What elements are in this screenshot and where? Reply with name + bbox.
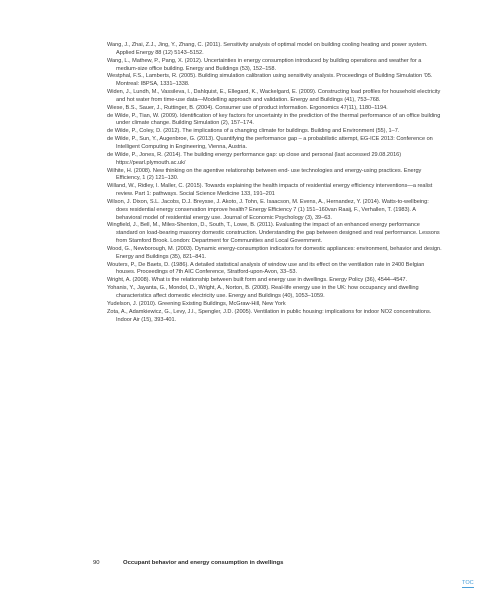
reference-item: de Wilde, P., Tian, W. (2009). Identification of key factors for uncertainty in the prediction of the thermal performance of an office building under climate change. Building Simulation (2), 157–174.	[107, 112, 441, 127]
reference-item: Wingfield, J., Bell, M., Miles-Shenton, D., South, T., Lowe, B. (2011). Evaluating the impact of an enhanced energy performance standard on load-bearing masonry domestic construction. Understanding the gap between designed and real performance. Lessons from Stamford Brook. London: Department for Communities and Local Government.	[107, 222, 440, 245]
toc-link[interactable]: TOC	[462, 580, 474, 586]
reference-list	[107, 42, 442, 324]
reference-item: Wood, G., Newborough, M. (2003). Dynamic energy-consumption indicators for domestic appliances: environment, behavior and design. Energy and Buildings (35), 821–841.	[107, 245, 442, 260]
reference-item: Wright, A. (2008). What is the relationship between built form and energy use in dwellings. Energy Policy (36), 4544–4547.	[107, 277, 407, 284]
reference-item: Wiese, B.S., Sauer, J., Ruttinger, B. (2004). Consumer use of product information. Ergonomics 47(11), 1180–1194.	[107, 104, 388, 111]
page-number: 90	[93, 560, 100, 566]
reference-item: Wang, L., Mathew, P., Pang, X. (2012). Uncertainties in energy consumption introduced by building operations and weather for a medium-size office building. Energy and Buildings (53), 152–158.	[107, 57, 422, 72]
running-title: Occupant behavior and energy consumption in dwellings	[123, 560, 284, 566]
reference-item: de Wilde, P., Coley, D. (2012). The implications of a changing climate for buildings. Building and Environment (55), 1–7.	[107, 128, 400, 135]
reference-item: Westphal, F.S., Lamberts, R. (2005). Building simulation calibration using sensitivity analysis. Proceedings of Building Simulation '05. Montreal: IBPSA, 1331–1338.	[107, 73, 433, 88]
reference-item: Zota, A., Adamkiewicz, G., Levy, J.I., Spengler, J.D. (2005). Ventilation in public housing: implications for indoor NO2 concentrations. Indoor Air (15), 393-401.	[107, 308, 432, 323]
reference-item: Widen, J., Lundh, M., Vassileva, I., Dahlquist, E., Ellegard, K., Wackelgard, E. (2009). Constructing load profiles for household electricity and hot water from time-use data—Modelling approach and validation. Energy and Buildings (41), 753–768.	[107, 89, 441, 103]
reference-item: Wouters, P., De Baets, D. (1986). A detailed statistical analysis of window use and its effect on the ventilation rate in 2400 Belgian houses. Proceedings of 7th AIC Conference, Stratford-upon-Avon, 33–53.	[107, 261, 425, 276]
reference-item: de Wilde, P., Sun, Y., Augenbroe, G. (2013). Quantifying the performance gap – a probabilistic attempt, EG-ICE 2013: Conference on Intelligent Computing in Engineering, Vienna, Austria.	[107, 136, 433, 150]
reference-item: Wang, J., Zhai, Z.J., Jing, Y., Zhang, C. (2011). Sensitivity analysis of optimal model on building cooling heating and power system. Applied Energy 88 (12) 5143–5152.	[107, 42, 428, 56]
reference-item: de Wilde, P., Jones, R. (2014). The building energy performance gap: up close and personal (last accessed 29.08.2016) https://pearl.plymouth.ac.uk/	[107, 151, 402, 166]
reference-item: Wilhite, H. (2008). New thinking on the agentive relationship between end- use technologies and energy-using practices. Energy Efficiency, 1 (2) 121–130.	[107, 167, 422, 182]
reference-item: Yudelson, J. (2010). Greening Existing Buildings, McGraw-Hill, New York	[107, 300, 286, 307]
reference-item: Yohanis, Y., Jayanta, G., Mondol, D., Wright, A., Norton, B. (2008). Real-life energy use in the UK: how occupancy and dwelling characteristics affect domestic electricity use. Energy and Buildings (40), 1053–1059.	[107, 285, 419, 299]
reference-item: Wilson, J. Dixon, S.L. Jacobs, D.J. Breysse, J. Akoto, J. Tohn, E. Isaacson, M. Evens, A., Hernandez, Y. (2014). Watts-to-wellbeing: does residential energy conservation improve health? Energy Efficiency 7 (1) 151–160van Raaij, F., Verhallen, T. (1983). A behavioral model of residential energy use. Journal of Economic Psychology (3), 39–63.	[107, 198, 429, 221]
reference-item: Willand, W., Ridley, I. Maller, C. (2015). Towards explaining the health impacts of residential energy efficiency interventions—a realist review. Part 1: pathways. Social Science Medicine 133, 191–201	[107, 183, 433, 198]
